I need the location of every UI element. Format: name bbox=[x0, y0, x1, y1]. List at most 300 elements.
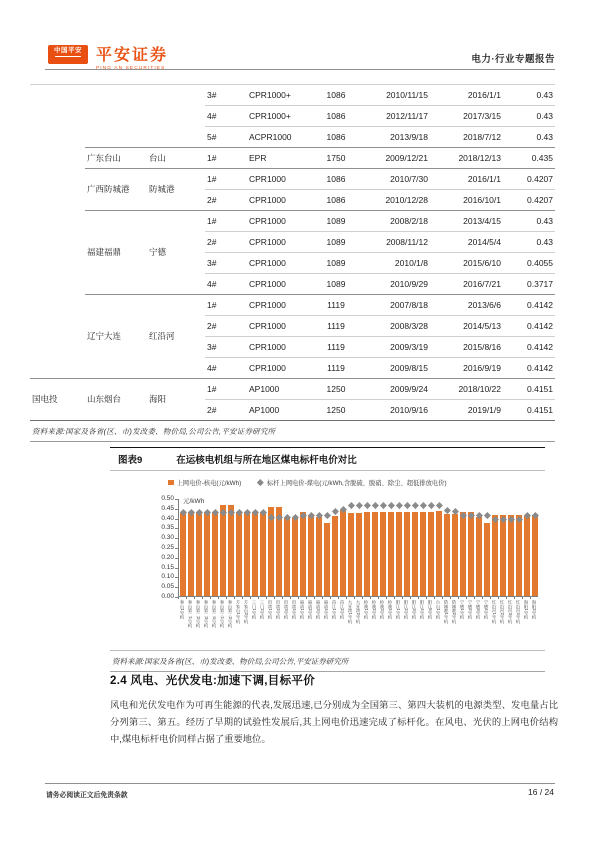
bar bbox=[316, 517, 322, 596]
table-cell: EPR bbox=[247, 148, 315, 169]
x-tick-mark bbox=[466, 597, 467, 599]
table-cell: 1089 bbox=[315, 274, 357, 295]
bar bbox=[252, 512, 258, 596]
diamond-series-swatch-icon bbox=[257, 479, 263, 485]
table-cell: 2014/5/4 bbox=[430, 232, 503, 253]
x-axis-label: 台山1号机 bbox=[436, 600, 441, 620]
x-tick-mark bbox=[258, 597, 259, 599]
table-cell: 宁德 bbox=[147, 211, 205, 295]
x-tick-mark bbox=[274, 597, 275, 599]
y-tick-label: 0.05 bbox=[161, 583, 174, 591]
diamond-marker bbox=[380, 502, 387, 509]
bar bbox=[348, 513, 354, 596]
y-tick-label: 0.10 bbox=[161, 573, 174, 581]
nuclear-table bbox=[30, 84, 555, 421]
x-tick-mark bbox=[498, 597, 499, 599]
bar bbox=[300, 512, 306, 596]
y-tick-label: 0.20 bbox=[161, 553, 174, 561]
bar bbox=[468, 512, 474, 596]
y-tick-label: 0.30 bbox=[161, 534, 174, 542]
table-cell: CPR1000 bbox=[247, 274, 315, 295]
table-cell bbox=[30, 85, 85, 379]
table-cell: 2008/11/12 bbox=[357, 232, 430, 253]
table-cell: AP1000 bbox=[247, 379, 315, 400]
table-row bbox=[30, 211, 555, 232]
diamond-marker bbox=[364, 502, 371, 509]
x-axis-label: 大亚湾2号机 bbox=[356, 600, 361, 624]
table-cell: ACPR1000 bbox=[247, 127, 315, 148]
table-cell: 2010/9/16 bbox=[357, 400, 430, 421]
figure-title: 在运核电机组与所在地区煤电标杆电价对比 bbox=[176, 455, 357, 466]
x-tick-mark bbox=[482, 597, 483, 599]
table-cell: 2014/5/13 bbox=[430, 316, 503, 337]
table-cell: 2009/12/21 bbox=[357, 148, 430, 169]
table-cell bbox=[147, 85, 205, 148]
bar bbox=[452, 514, 458, 596]
y-tick-label: 0.50 bbox=[161, 495, 174, 502]
table-row bbox=[30, 169, 555, 190]
diamond-marker bbox=[396, 502, 403, 509]
x-tick-mark bbox=[426, 597, 427, 599]
table-cell: 2017/3/15 bbox=[430, 106, 503, 127]
bar bbox=[324, 523, 330, 596]
table-cell: 0.4207 bbox=[503, 169, 555, 190]
bar bbox=[436, 511, 442, 596]
y-tick-mark bbox=[175, 587, 179, 588]
x-tick-mark bbox=[250, 597, 251, 599]
y-tick-mark bbox=[175, 538, 179, 539]
table-cell: 2013/9/18 bbox=[357, 127, 430, 148]
y-tick-label: 0.40 bbox=[161, 514, 174, 522]
x-axis-label: 昌江2号机 bbox=[340, 600, 345, 620]
table-row bbox=[30, 148, 555, 169]
table-cell: 1# bbox=[205, 148, 247, 169]
table-cell: 2009/9/24 bbox=[357, 379, 430, 400]
table-cell: 2007/8/18 bbox=[357, 295, 430, 316]
x-tick-mark bbox=[242, 597, 243, 599]
pingan-logo-text: 中国平安 bbox=[54, 47, 82, 54]
diamond-marker bbox=[420, 502, 427, 509]
bar bbox=[308, 515, 314, 596]
x-axis-label: 红沿河4号机 bbox=[516, 600, 521, 624]
x-axis-label: 宁德4号机 bbox=[484, 600, 489, 620]
table-cell: CPR1000 bbox=[247, 358, 315, 379]
bar bbox=[196, 512, 202, 596]
y-tick-mark bbox=[175, 568, 179, 569]
pingan-logo bbox=[48, 45, 88, 64]
table-cell: 2013/6/6 bbox=[430, 295, 503, 316]
bar bbox=[460, 512, 466, 596]
x-tick-mark bbox=[354, 597, 355, 599]
x-axis-label: 防城港1号机 bbox=[444, 600, 449, 624]
x-tick-mark bbox=[314, 597, 315, 599]
bar bbox=[396, 512, 402, 596]
diamond-marker bbox=[348, 502, 355, 509]
bar bbox=[444, 514, 450, 596]
table-cell: 0.4151 bbox=[503, 379, 555, 400]
bar bbox=[484, 523, 490, 596]
bar bbox=[404, 512, 410, 596]
x-axis-label: 秦山第三1号机 bbox=[220, 600, 225, 628]
x-axis-label: 秦山1号机 bbox=[180, 600, 185, 620]
x-axis-label: 秦山第二1号机 bbox=[188, 600, 193, 628]
table-cell: 4# bbox=[205, 106, 247, 127]
x-axis-labels bbox=[178, 597, 538, 647]
x-tick-mark bbox=[298, 597, 299, 599]
x-axis-label: 大亚湾1号机 bbox=[348, 600, 353, 624]
table-cell: 2009/3/19 bbox=[357, 337, 430, 358]
table-cell: 0.43 bbox=[503, 127, 555, 148]
table-cell: 2010/11/15 bbox=[357, 85, 430, 106]
bar bbox=[420, 512, 426, 596]
y-axis-unit-label: 元/kWh bbox=[183, 498, 205, 505]
y-tick-mark bbox=[175, 509, 179, 510]
chart-plot-area bbox=[161, 495, 538, 600]
table-cell: 2# bbox=[205, 232, 247, 253]
x-tick-mark bbox=[362, 597, 363, 599]
x-tick-mark bbox=[306, 597, 307, 599]
chart-legend bbox=[168, 478, 545, 487]
table-cell: 3# bbox=[205, 85, 247, 106]
table-cell: 0.4055 bbox=[503, 253, 555, 274]
table-cell: 2016/1/1 bbox=[430, 169, 503, 190]
bar-series-swatch-icon bbox=[168, 480, 174, 486]
diamond-marker bbox=[332, 508, 339, 515]
table-cell: 1# bbox=[205, 295, 247, 316]
table-cell: 2019/1/9 bbox=[430, 400, 503, 421]
x-axis-label: 宁德2号机 bbox=[468, 600, 473, 620]
bar bbox=[508, 515, 514, 596]
x-tick-mark bbox=[474, 597, 475, 599]
y-tick-label: 0.00 bbox=[161, 593, 174, 600]
page-number: 16 / 24 bbox=[528, 787, 554, 797]
legend-item-coal bbox=[257, 478, 446, 487]
table-cell: 2008/2/18 bbox=[357, 211, 430, 232]
x-tick-mark bbox=[394, 597, 395, 599]
y-tick-mark bbox=[175, 558, 179, 559]
bar bbox=[364, 512, 370, 596]
bar bbox=[180, 513, 186, 596]
table-cell: 2# bbox=[205, 400, 247, 421]
table-cell: 2016/10/1 bbox=[430, 190, 503, 211]
x-tick-mark bbox=[338, 597, 339, 599]
footer-disclaimer: 请务必阅读正文后免责条款 bbox=[46, 792, 128, 799]
x-tick-mark bbox=[458, 597, 459, 599]
diamond-marker bbox=[428, 502, 435, 509]
table-cell: CPR1000 bbox=[247, 253, 315, 274]
table-cell: 2018/12/13 bbox=[430, 148, 503, 169]
x-tick-mark bbox=[522, 597, 523, 599]
x-tick-mark bbox=[210, 597, 211, 599]
table-cell: 2016/9/19 bbox=[430, 358, 503, 379]
table-cell: 0.43 bbox=[503, 232, 555, 253]
x-tick-mark bbox=[290, 597, 291, 599]
table-cell: CPR1000 bbox=[247, 169, 315, 190]
table-cell: 1750 bbox=[315, 148, 357, 169]
y-tick-label: 0.25 bbox=[161, 544, 174, 551]
bar bbox=[228, 505, 234, 596]
bar bbox=[212, 512, 218, 596]
x-axis-label: 福清3号机 bbox=[316, 600, 321, 620]
bar bbox=[260, 512, 266, 596]
table-cell: 2018/10/22 bbox=[430, 379, 503, 400]
figure-source-note: 资料来源:国家及各省(区、市)发改委、物价局,公司公告,平安证券研究所 bbox=[110, 650, 545, 672]
figure-title-row bbox=[110, 447, 545, 471]
table-row bbox=[30, 379, 555, 400]
x-tick-mark bbox=[234, 597, 235, 599]
table-cell: 山东烟台 bbox=[85, 379, 147, 421]
table-cell: 1086 bbox=[315, 127, 357, 148]
diamond-marker bbox=[404, 502, 411, 509]
brand-name-en: PING AN SECURITIES bbox=[96, 66, 166, 71]
table-cell: 2010/12/28 bbox=[357, 190, 430, 211]
x-axis-label: 阳江1号机 bbox=[396, 600, 401, 620]
table-cell: 2008/3/28 bbox=[357, 316, 430, 337]
table-cell: 2# bbox=[205, 190, 247, 211]
x-axis-label: 秦山第二3号机 bbox=[204, 600, 209, 628]
x-axis-label: 方家山1号机 bbox=[236, 600, 241, 624]
x-tick-mark bbox=[330, 597, 331, 599]
x-axis-label: 田湾1号机 bbox=[268, 600, 273, 620]
x-tick-mark bbox=[226, 597, 227, 599]
x-axis-label: 岭澳4号机 bbox=[388, 600, 393, 620]
table-cell: 国电投 bbox=[30, 379, 85, 421]
table-cell: 0.43 bbox=[503, 211, 555, 232]
diamond-marker bbox=[356, 502, 363, 509]
diamond-marker bbox=[436, 502, 443, 509]
nuclear-units-table bbox=[30, 84, 555, 442]
x-tick-mark bbox=[434, 597, 435, 599]
x-axis-label: 岭澳2号机 bbox=[372, 600, 377, 620]
table-cell: 防城港 bbox=[147, 169, 205, 211]
x-axis-label: 秦山第二4号机 bbox=[212, 600, 217, 628]
bar bbox=[340, 510, 346, 596]
y-tick-label: 0.35 bbox=[161, 524, 174, 532]
table-cell: 2015/6/10 bbox=[430, 253, 503, 274]
x-axis-label: 三门1号机 bbox=[252, 600, 257, 620]
table-cell: 0.43 bbox=[503, 85, 555, 106]
x-axis-label: 防城港2号机 bbox=[452, 600, 457, 624]
table-cell: 3# bbox=[205, 337, 247, 358]
y-tick-mark bbox=[175, 528, 179, 529]
bar bbox=[388, 512, 394, 596]
table-cell: CPR1000 bbox=[247, 232, 315, 253]
x-tick-mark bbox=[194, 597, 195, 599]
table-cell: 1250 bbox=[315, 379, 357, 400]
bar bbox=[372, 512, 378, 596]
table-cell: 海阳 bbox=[147, 379, 205, 421]
table-cell: 4# bbox=[205, 358, 247, 379]
x-axis-label: 海阳1号机 bbox=[524, 600, 529, 620]
table-cell: 2016/7/21 bbox=[430, 274, 503, 295]
table-cell: 1# bbox=[205, 211, 247, 232]
x-axis-label: 方家山2号机 bbox=[244, 600, 249, 624]
diamond-marker bbox=[412, 502, 419, 509]
x-tick-mark bbox=[442, 597, 443, 599]
diamond-marker bbox=[372, 502, 379, 509]
table-cell: 2015/8/16 bbox=[430, 337, 503, 358]
table-cell: 2012/11/17 bbox=[357, 106, 430, 127]
report-category-tag: 电力·行业专题报告 bbox=[471, 54, 555, 65]
table-cell: 2016/1/1 bbox=[430, 85, 503, 106]
header-divider bbox=[45, 69, 555, 70]
x-axis-label: 秦山第三2号机 bbox=[228, 600, 233, 628]
y-tick-mark bbox=[175, 548, 179, 549]
table-cell: 1119 bbox=[315, 358, 357, 379]
x-axis-label: 阳江3号机 bbox=[412, 600, 417, 620]
table-cell: 1086 bbox=[315, 106, 357, 127]
x-tick-mark bbox=[506, 597, 507, 599]
table-cell: AP1000 bbox=[247, 400, 315, 421]
table-cell: 4# bbox=[205, 274, 247, 295]
table-cell: CPR1000+ bbox=[247, 106, 315, 127]
table-cell: 2010/1/8 bbox=[357, 253, 430, 274]
bar bbox=[532, 515, 538, 596]
figure-label: 图表9 bbox=[118, 455, 143, 466]
x-tick-mark bbox=[322, 597, 323, 599]
bar bbox=[284, 518, 290, 596]
x-axis-label: 宁德3号机 bbox=[476, 600, 481, 620]
x-tick-mark bbox=[450, 597, 451, 599]
table-cell: CPR1000 bbox=[247, 190, 315, 211]
table-cell: CPR1000 bbox=[247, 316, 315, 337]
x-axis-label: 田湾4号机 bbox=[292, 600, 297, 620]
x-axis-label: 福清1号机 bbox=[300, 600, 305, 620]
x-tick-mark bbox=[386, 597, 387, 599]
table-cell: 广东台山 bbox=[85, 148, 147, 169]
x-axis-label: 岭澳1号机 bbox=[364, 600, 369, 620]
table-cell: 1089 bbox=[315, 232, 357, 253]
x-tick-mark bbox=[346, 597, 347, 599]
x-axis-label: 秦山第二2号机 bbox=[196, 600, 201, 628]
section-heading: 2.4 风电、光伏发电:加速下调,目标平价 bbox=[110, 675, 316, 687]
table-cell: 5# bbox=[205, 127, 247, 148]
table-cell: CPR1000 bbox=[247, 295, 315, 316]
x-axis-label: 福清2号机 bbox=[308, 600, 313, 620]
x-tick-mark bbox=[530, 597, 531, 599]
table-cell: 0.4142 bbox=[503, 316, 555, 337]
table-cell: 1086 bbox=[315, 190, 357, 211]
diamond-marker bbox=[324, 512, 331, 519]
table-cell: 1# bbox=[205, 379, 247, 400]
brand-name: 平安证券 bbox=[96, 47, 169, 64]
table-cell: 广西防城港 bbox=[85, 169, 147, 211]
figure-9 bbox=[110, 447, 545, 672]
bar bbox=[332, 516, 338, 596]
x-axis-label: 三门2号机 bbox=[260, 600, 265, 620]
table-cell: 0.4207 bbox=[503, 190, 555, 211]
table-cell: 2010/7/30 bbox=[357, 169, 430, 190]
x-tick-mark bbox=[218, 597, 219, 599]
page-header bbox=[48, 42, 555, 70]
table-cell: 1089 bbox=[315, 253, 357, 274]
bar bbox=[220, 505, 226, 596]
bar bbox=[492, 515, 498, 596]
table-cell: 1# bbox=[205, 169, 247, 190]
table-cell: CPR1000+ bbox=[247, 85, 315, 106]
bar bbox=[500, 515, 506, 596]
x-axis-label: 阳江4号机 bbox=[420, 600, 425, 620]
footer-divider bbox=[45, 783, 555, 784]
table-cell: 1119 bbox=[315, 337, 357, 358]
x-tick-mark bbox=[410, 597, 411, 599]
legend-coal-label: 标杆上网电价-煤电(元/kWh,含脱硫、脱硝、除尘、超低排放电价) bbox=[266, 480, 447, 487]
x-axis-label: 红沿河1号机 bbox=[492, 600, 497, 624]
table-cell: 红沿河 bbox=[147, 295, 205, 379]
y-tick-label: 0.45 bbox=[161, 504, 174, 512]
section-paragraph: 风电和光伏发电作为可再生能源的代表,发展迅速,已分别成为全国第三、第四大装机的电源类型、发电量占比分列第三、第五。经历了早期的试验性发展后,其上网电价迅速完成了标杆化。在风电、光伏的上网电价结构中,煤电标杆电价同样占据了重要地位。 bbox=[110, 700, 558, 744]
table-cell: 1086 bbox=[315, 169, 357, 190]
y-tick-label: 0.15 bbox=[161, 563, 174, 571]
pingan-logo-subtext bbox=[55, 56, 81, 60]
y-tick-mark bbox=[175, 577, 179, 578]
table-cell: CPR1000 bbox=[247, 211, 315, 232]
x-tick-mark bbox=[266, 597, 267, 599]
table-source-note: 资料来源:国家及各省(区、市)发改委、物价局,公司公告,平安证券研究所 bbox=[30, 421, 555, 442]
x-tick-mark bbox=[418, 597, 419, 599]
x-axis-label: 阳江2号机 bbox=[404, 600, 409, 620]
table-cell: 0.3717 bbox=[503, 274, 555, 295]
x-axis-label: 阳江5号机 bbox=[428, 600, 433, 620]
y-tick-mark bbox=[175, 499, 179, 500]
table-cell: CPR1000 bbox=[247, 337, 315, 358]
bar bbox=[244, 512, 250, 596]
x-tick-mark bbox=[514, 597, 515, 599]
table-cell: 1089 bbox=[315, 211, 357, 232]
table-cell: 0.4142 bbox=[503, 358, 555, 379]
bar bbox=[380, 512, 386, 596]
x-tick-mark bbox=[490, 597, 491, 599]
x-tick-mark bbox=[370, 597, 371, 599]
bar bbox=[204, 512, 210, 596]
table-cell: 0.435 bbox=[503, 148, 555, 169]
table-cell: 0.4142 bbox=[503, 337, 555, 358]
table-cell: 2# bbox=[205, 316, 247, 337]
table-cell: 0.4142 bbox=[503, 295, 555, 316]
table-row bbox=[30, 295, 555, 316]
bar bbox=[412, 512, 418, 596]
table-cell: 3# bbox=[205, 253, 247, 274]
y-tick-mark bbox=[175, 519, 179, 520]
x-tick-mark bbox=[202, 597, 203, 599]
x-tick-mark bbox=[186, 597, 187, 599]
legend-item-nuclear bbox=[168, 478, 241, 487]
x-axis-label: 红沿河2号机 bbox=[500, 600, 505, 624]
table-cell bbox=[85, 85, 147, 148]
x-tick-mark bbox=[378, 597, 379, 599]
x-axis-label: 昌江1号机 bbox=[332, 600, 337, 620]
x-tick-mark bbox=[402, 597, 403, 599]
nuclear-table-body bbox=[30, 85, 555, 421]
bar bbox=[236, 512, 242, 596]
x-axis-label: 田湾2号机 bbox=[276, 600, 281, 620]
bar bbox=[356, 513, 362, 596]
x-axis-label: 岭澳3号机 bbox=[380, 600, 385, 620]
bar bbox=[476, 517, 482, 596]
table-cell: 1119 bbox=[315, 316, 357, 337]
legend-nuclear-label: 上网电价-核电(元/kWh) bbox=[176, 480, 242, 487]
x-tick-mark bbox=[178, 597, 179, 599]
x-axis-label: 田湾3号机 bbox=[284, 600, 289, 620]
x-axis-label: 红沿河3号机 bbox=[508, 600, 513, 624]
table-cell: 福建福鼎 bbox=[85, 211, 147, 295]
table-cell: 台山 bbox=[147, 148, 205, 169]
table-cell: 2018/7/12 bbox=[430, 127, 503, 148]
diamond-marker bbox=[388, 502, 395, 509]
table-cell: 2009/8/15 bbox=[357, 358, 430, 379]
x-axis-label: 福清4号机 bbox=[324, 600, 329, 620]
bar bbox=[516, 515, 522, 596]
